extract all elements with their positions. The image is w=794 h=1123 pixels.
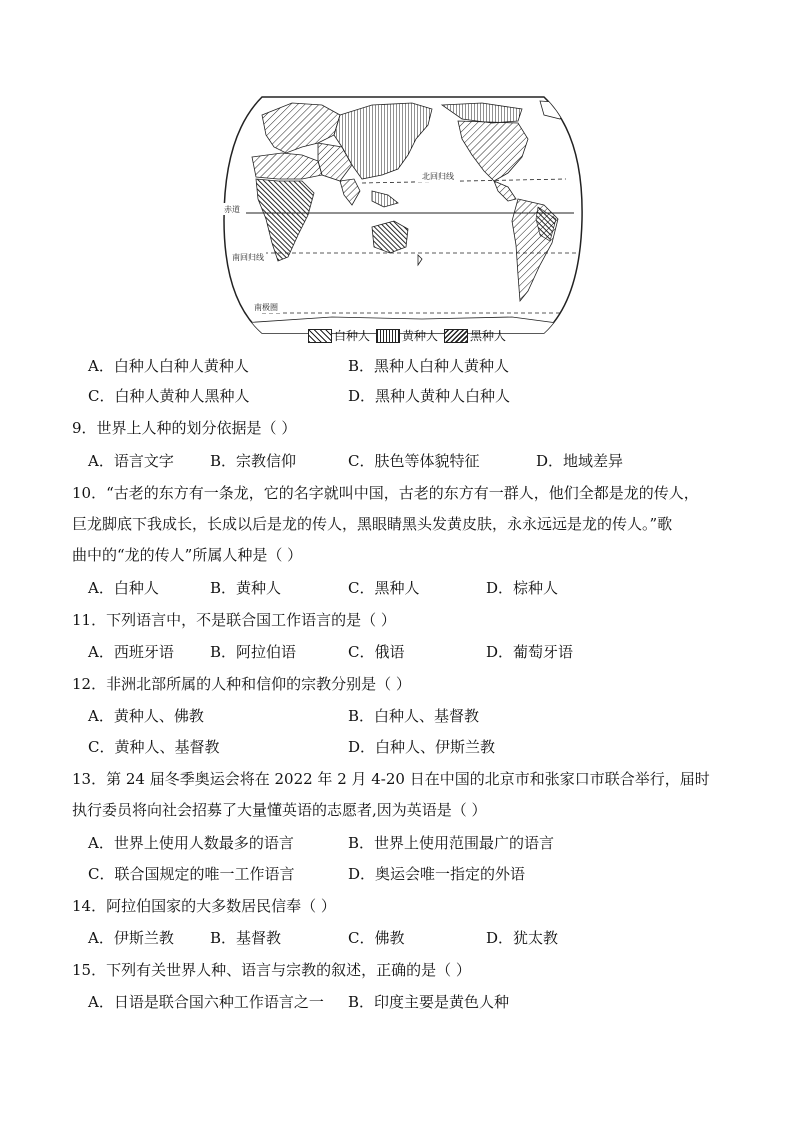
legend-item-yellow bbox=[376, 327, 438, 344]
q14-stem: 14．阿拉伯国家的大多数居民信奉（ ） bbox=[72, 897, 336, 915]
q13-option-b: B．世界上使用范围最广的语言 bbox=[348, 834, 555, 852]
label-tropic-capricorn: 南回归线 bbox=[232, 253, 264, 262]
legend-label-black: 黑种人 bbox=[470, 329, 507, 343]
q13-stem-line1: 13．第 24 届冬季奥运会将在 2022 年 2 月 4-20 日在中国的北京市和张家口市联合举行，届时 bbox=[72, 770, 710, 788]
q8-option-c: C．白种人黄种人黑种人 bbox=[88, 387, 250, 405]
q13-option-c: C．联合国规定的唯一工作语言 bbox=[88, 865, 295, 883]
q11-option-a: A．西班牙语 bbox=[88, 643, 174, 661]
legend-swatch-yellow bbox=[376, 329, 400, 343]
label-tropic-cancer: 北回归线 bbox=[422, 172, 454, 181]
label-equator: 赤道 bbox=[224, 205, 240, 214]
q13-option-d: D．奥运会唯一指定的外语 bbox=[348, 865, 526, 883]
legend-item-black bbox=[444, 327, 506, 344]
q15-option-b: B．印度主要是黄色人种 bbox=[348, 993, 510, 1011]
q11-option-b: B．阿拉伯语 bbox=[210, 643, 297, 661]
world-race-map bbox=[222, 95, 584, 347]
q11-option-c: C．俄语 bbox=[348, 643, 405, 661]
q10-option-c: C．黑种人 bbox=[348, 579, 420, 597]
q9-stem: 9．世界上人种的划分依据是（ ） bbox=[72, 419, 297, 437]
map-figure bbox=[222, 95, 584, 347]
legend-swatch-white bbox=[308, 329, 332, 343]
q12-option-a: A．黄种人、佛教 bbox=[88, 707, 204, 725]
legend-swatch-black bbox=[444, 329, 468, 343]
q12-option-c: C．黄种人、基督教 bbox=[88, 738, 220, 756]
q8-option-b: B．黑种人白种人黄种人 bbox=[348, 357, 510, 375]
q10-option-a: A．白种人 bbox=[88, 579, 159, 597]
q12-option-b: B．白种人、基督教 bbox=[348, 707, 480, 725]
q9-option-d: D．地域差异 bbox=[536, 452, 624, 470]
q11-stem: 11．下列语言中，不是联合国工作语言的是（ ） bbox=[72, 611, 396, 629]
q11-option-d: D．葡萄牙语 bbox=[486, 643, 574, 661]
q9-option-b: B．宗教信仰 bbox=[210, 452, 297, 470]
q10-option-d: D．棕种人 bbox=[486, 579, 559, 597]
map-legend bbox=[308, 327, 512, 344]
q10-stem-line1: 10．“古老的东方有一条龙，它的名字就叫中国，古老的东方有一群人，他们全都是龙的传人， bbox=[72, 484, 699, 502]
label-antarctic-circle: 南极圈 bbox=[254, 303, 278, 312]
q9-option-a: A．语言文字 bbox=[88, 452, 174, 470]
q9-option-c: C．肤色等体貌特征 bbox=[348, 452, 480, 470]
q10-option-b: B．黄种人 bbox=[210, 579, 282, 597]
q12-option-d: D．白种人、伊斯兰教 bbox=[348, 738, 496, 756]
legend-label-yellow: 黄种人 bbox=[402, 329, 439, 343]
legend-item-white bbox=[308, 327, 370, 344]
q14-option-c: C．佛教 bbox=[348, 929, 405, 947]
q13-option-a: A．世界上使用人数最多的语言 bbox=[88, 834, 294, 852]
q14-option-b: B．基督教 bbox=[210, 929, 282, 947]
q10-stem-line3: 曲中的“龙的传人”所属人种是（ ） bbox=[72, 546, 303, 564]
q8-option-a: A．白种人白种人黄种人 bbox=[88, 357, 249, 375]
q13-stem-line2: 执行委员将向社会招募了大量懂英语的志愿者,因为英语是（ ） bbox=[72, 801, 487, 819]
q8-option-d: D．黑种人黄种人白种人 bbox=[348, 387, 511, 405]
q12-stem: 12．非洲北部所属的人种和信仰的宗教分别是（ ） bbox=[72, 675, 411, 693]
q14-option-a: A．伊斯兰教 bbox=[88, 929, 174, 947]
q10-stem-line2: 巨龙脚底下我成长，长成以后是龙的传人，黑眼睛黑头发黄皮肤，永永远远是龙的传人。”歌 bbox=[72, 515, 673, 533]
q15-stem: 15．下列有关世界人种、语言与宗教的叙述，正确的是（ ） bbox=[72, 961, 471, 979]
q15-option-a: A．日语是联合国六种工作语言之一 bbox=[88, 993, 324, 1011]
q14-option-d: D．犹太教 bbox=[486, 929, 559, 947]
legend-label-white: 白种人 bbox=[334, 329, 371, 343]
region-australia bbox=[372, 221, 408, 253]
